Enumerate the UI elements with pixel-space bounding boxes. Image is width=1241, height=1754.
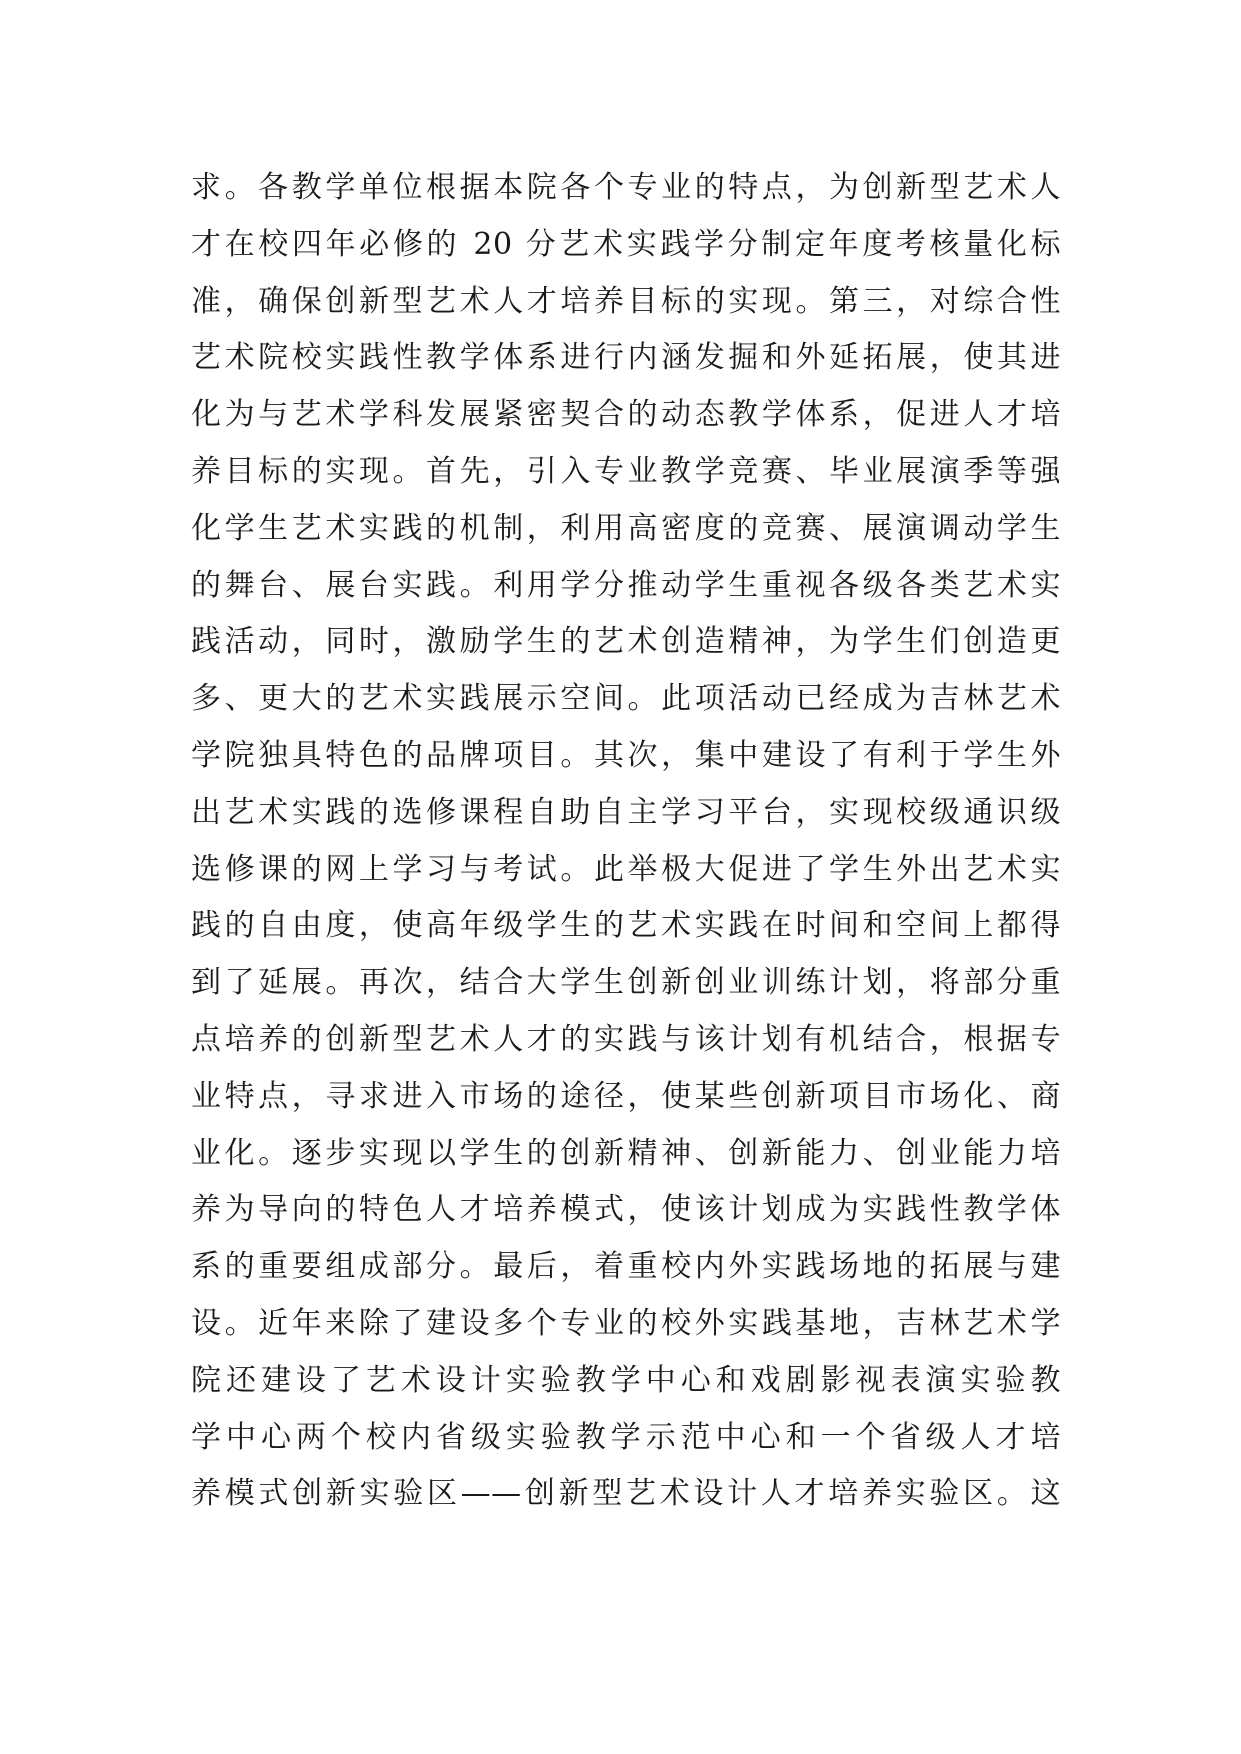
text-line: 业化。逐步实现以学生的创新精神、创新能力、创业能力培 bbox=[191, 1135, 1061, 1171]
text-line: 才在校四年必修的 20 分艺术实践学分制定年度考核量化标 bbox=[191, 226, 1061, 262]
text-line: 学院独具特色的品牌项目。其次，集中建设了有利于学生外 bbox=[191, 737, 1061, 773]
text-line: 准，确保创新型艺术人才培养目标的实现。第三，对综合性 bbox=[191, 283, 1061, 319]
text-line: 养模式创新实验区——创新型艺术设计人才培养实验区。这 bbox=[191, 1476, 1061, 1512]
text-line: 化为与艺术学科发展紧密契合的动态教学体系，促进人才培 bbox=[191, 397, 1061, 433]
text-line: 系的重要组成部分。最后，着重校内外实践场地的拓展与建 bbox=[191, 1249, 1061, 1285]
text-line: 养目标的实现。首先，引入专业教学竞赛、毕业展演季等强 bbox=[191, 453, 1061, 489]
text-line: 多、更大的艺术实践展示空间。此项活动已经成为吉林艺术 bbox=[191, 681, 1061, 717]
text-line: 践活动，同时，激励学生的艺术创造精神，为学生们创造更 bbox=[191, 624, 1061, 660]
text-line: 到了延展。再次，结合大学生创新创业训练计划，将部分重 bbox=[191, 965, 1061, 1001]
text-line: 养为导向的特色人才培养模式，使该计划成为实践性教学体 bbox=[191, 1192, 1061, 1228]
text-line: 践的自由度，使高年级学生的艺术实践在时间和空间上都得 bbox=[191, 908, 1061, 944]
text-line: 的舞台、展台实践。利用学分推动学生重视各级各类艺术实 bbox=[191, 567, 1061, 603]
text-line: 艺术院校实践性教学体系进行内涵发掘和外延拓展，使其进 bbox=[191, 340, 1061, 376]
text-line: 设。近年来除了建设多个专业的校外实践基地，吉林艺术学 bbox=[191, 1305, 1061, 1341]
text-line: 选修课的网上学习与考试。此举极大促进了学生外出艺术实 bbox=[191, 851, 1061, 887]
text-line: 业特点，寻求进入市场的途径，使某些创新项目市场化、商 bbox=[191, 1078, 1061, 1114]
text-line: 出艺术实践的选修课程自助自主学习平台，实现校级通识级 bbox=[191, 794, 1061, 830]
text-line: 求。各教学单位根据本院各个专业的特点，为创新型艺术人 bbox=[191, 170, 1061, 205]
text-line: 点培养的创新型艺术人才的实践与该计划有机结合，根据专 bbox=[191, 1021, 1061, 1057]
text-line: 学中心两个校内省级实验教学示范中心和一个省级人才培 bbox=[191, 1419, 1061, 1455]
text-line: 化学生艺术实践的机制，利用高密度的竞赛、展演调动学生 bbox=[191, 510, 1061, 546]
body-paragraph bbox=[191, 160, 1061, 1523]
text-line: 院还建设了艺术设计实验教学中心和戏剧影视表演实验教 bbox=[191, 1362, 1061, 1398]
